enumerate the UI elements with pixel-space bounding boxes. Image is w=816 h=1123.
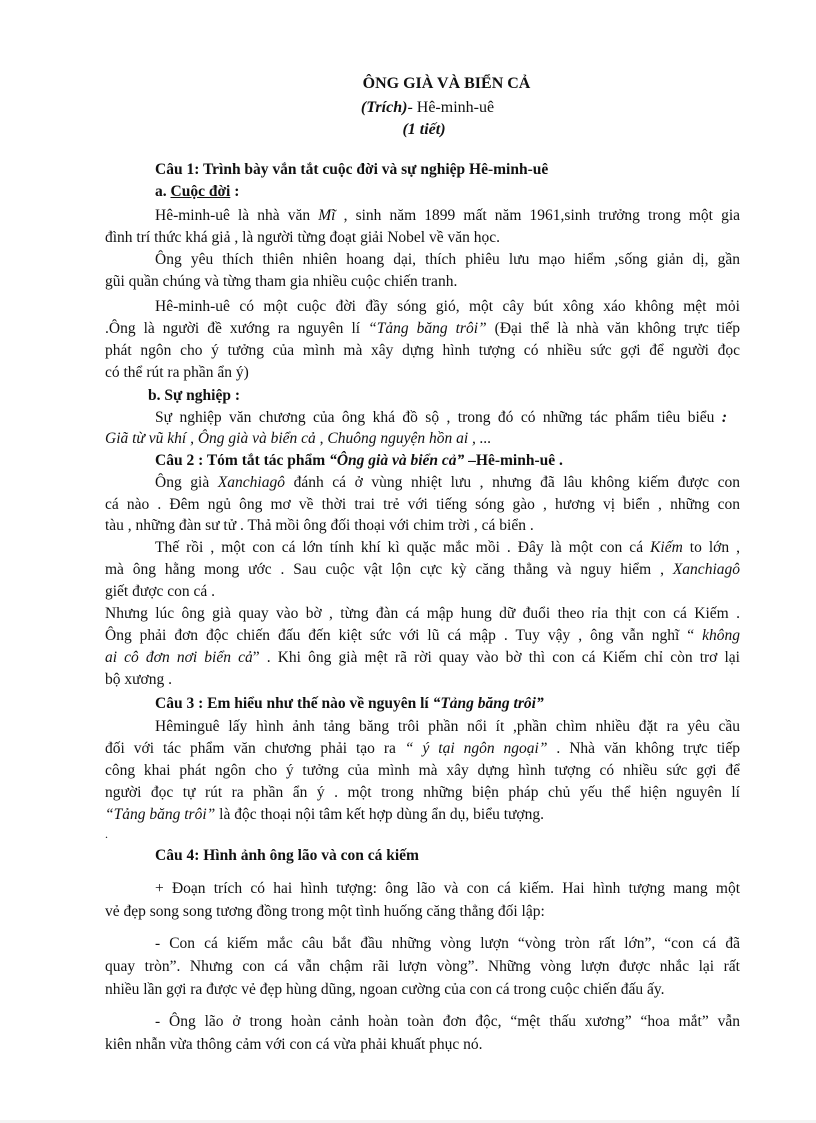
q2-p1-line3: tàu , những đàn sư tử . Thả mồi ông đối thoại với chim trời , cá biển .	[105, 517, 534, 534]
text-run: Câu 3 : Em hiểu như thế nào về nguyên lí	[155, 695, 433, 712]
q1-p2-line2: gũi quần chúng và từng tham gia nhiều cuộc chiến tranh.	[105, 273, 458, 290]
document-title: ÔNG GIÀ VÀ BIỂN CẢ	[362, 75, 531, 92]
text-run-italic: Kiếm	[650, 539, 683, 556]
text-run-italic: không	[702, 627, 740, 644]
text-run-italic: “Ông già và biển cả”	[329, 452, 465, 469]
section-a-prefix: a.	[155, 183, 167, 200]
subtitle-author: - Hê-minh-uê	[407, 99, 495, 116]
text-run-italic: “ ý tại ngôn ngoại”	[404, 740, 548, 757]
text-run: Sự nghiệp văn chương của ông khá đồ sộ , trong đó có những tác phẩm tiêu biểu	[155, 409, 722, 426]
text-run: Thế rồi , một con cá lớn tính khí kì quặc mắc mồi . Đây là một con cá	[155, 539, 651, 556]
text-run: to lớn ,	[682, 539, 740, 556]
q1-p1-line1	[155, 206, 740, 226]
question-2-heading	[155, 451, 563, 471]
text-run-italic: “Tảng băng trôi”	[105, 806, 216, 823]
q3-p1-line4: người đọc tự rút ra phần ẩn ý . một trong những biện pháp chủ yếu thể hiện nguyên lí	[105, 784, 740, 801]
text-run: .Ông là người đề xướng ra nguyên lí	[105, 320, 369, 337]
question-3-heading	[155, 694, 544, 714]
q2-p2-line2	[105, 560, 740, 580]
lesson-duration: (1 tiết)	[402, 121, 446, 138]
q3-p1-line1: Hêminguê lấy hình ảnh tảng băng trôi phần nổi ít ,phần chìm nhiều đặt ra yêu cầu	[155, 718, 740, 735]
section-b-heading: b. Sự nghiệp :	[148, 387, 241, 404]
q1-p4-line2: Giã từ vũ khí , Ông già và biển cả , Chuông nguyện hồn ai , ...	[105, 430, 492, 447]
q4-p3-line2: kiên nhẫn vừa thông cảm với con cá vừa phải khuất phục nó.	[105, 1036, 483, 1053]
text-run: Hê-minh-uê là nhà văn	[155, 207, 319, 224]
text-run-italic: “Tảng băng trôi”	[432, 695, 544, 712]
section-a-label: Cuộc đời	[170, 183, 231, 200]
text-run: ” . Khi ông già mệt rã rời quay vào bờ thì con cá Kiếm chỉ còn trơ lại	[252, 649, 740, 666]
text-run: , sinh năm 1899 mất năm 1961,sinh trưởng trong một gia	[335, 207, 741, 224]
text-run: . Nhà văn không trực tiếp	[547, 740, 740, 757]
q1-p3-line2	[105, 319, 740, 339]
text-run: (Đại thể là nhà văn không trực tiếp	[486, 320, 740, 337]
q4-p3-line1: - Ông lão ở trong hoàn cảnh hoàn toàn đơn độc, “mệt thấu xương” “hoa mắt” vẫn	[155, 1013, 740, 1030]
text-run-bold: :	[721, 409, 727, 426]
document-subtitle	[0, 98, 816, 118]
q2-p1-line1	[155, 473, 740, 493]
q1-p3-line1: Hê-minh-uê có một cuộc đời đầy sóng gió, một cây bút xông xáo không mệt mỏi	[155, 298, 740, 315]
question-1-heading: Câu 1: Trình bày vắn tắt cuộc đời và sự nghiệp Hê-minh-uê	[155, 161, 549, 178]
q2-p3-line3	[105, 648, 740, 668]
text-run: Câu 2 : Tóm tắt tác phẩm	[155, 452, 330, 469]
text-run: Ông già	[155, 474, 218, 491]
text-run-italic: Mĩ	[318, 207, 336, 224]
text-run-italic: Xanchiagô	[217, 474, 285, 491]
text-run: đánh cá ở vùng nhiệt lưu , nhưng đã lâu không kiếm được con	[284, 474, 740, 491]
text-run: –Hê-minh-uê .	[464, 452, 563, 469]
subtitle-trich: (Trích)	[360, 99, 408, 116]
q4-p2-line1: - Con cá kiếm mắc câu bắt đầu những vòng lượn “vòng tròn rất lớn”, “con cá đã	[155, 935, 740, 952]
q2-p3-line1: Nhưng lúc ông già quay vào bờ , từng đàn cá mập hung dữ đuổi theo rỉa thịt con cá Kiếm .	[105, 605, 740, 622]
text-run: Ông phải đơn độc chiến đấu đến kiệt sức với lũ cá mập . Tuy vậy , ông vẫn nghĩ “	[105, 627, 703, 644]
q2-p2-line1	[155, 538, 740, 558]
text-run-italic: Xanchiagô	[672, 561, 740, 578]
text-run: đối với tác phẩm văn chương phải tạo ra	[105, 740, 405, 757]
q4-p2-line2: quay tròn”. Nhưng con cá vẫn chậm rãi lượn vòng”. Những vòng lượn được nhắc lại rất	[105, 958, 740, 975]
stray-mark: .	[105, 827, 108, 841]
text-run: là độc thoại nội tâm kết hợp dùng ẩn dụ, biểu tượng.	[215, 806, 544, 823]
section-a-colon: :	[234, 183, 240, 200]
text-run-italic: ai cô đơn nơi biển cả	[105, 649, 253, 666]
question-4-heading: Câu 4: Hình ảnh ông lão và con cá kiếm	[155, 847, 419, 864]
q1-p3-line3: phát ngôn cho ý tưởng của mình mà xây dựng hình tượng có nhiều sức gợi để người đọc	[105, 342, 740, 359]
section-a-heading	[155, 182, 239, 202]
q2-p3-line4: bộ xương .	[105, 671, 172, 688]
q1-p3-line4: có thể rút ra phần ẩn ý)	[105, 364, 249, 381]
q2-p1-line2: cá nào . Đêm ngủ ông mơ về thời trai trẻ với tiếng sóng gào , hương vị biển , những con	[105, 496, 740, 513]
text-run-italic: “Tảng băng trôi”	[368, 320, 487, 337]
text-run: mà ông hằng mong ước . Sau cuộc vật lộn cực kỳ căng thẳng và nguy hiểm ,	[105, 561, 673, 578]
q2-p2-line3: giết được con cá .	[105, 583, 215, 600]
q4-p2-line3: nhiều lần gợi ra được vẻ đẹp hùng dũng, ngoan cường của con cá trong cuộc chiến đấu ấy.	[105, 981, 665, 998]
q3-p1-line5	[105, 805, 544, 825]
q1-p4-line1	[155, 408, 727, 428]
q4-p1-line2: vẻ đẹp song song tương đồng trong một tình huống căng thẳng đối lập:	[105, 903, 545, 920]
q3-p1-line2	[105, 739, 740, 759]
q3-p1-line3: công khai phát ngôn cho ý tưởng của mình mà xây dựng hình tượng có nhiều sức gợi để	[105, 762, 740, 779]
q2-p3-line2	[105, 626, 740, 646]
q4-p1-line1: + Đoạn trích có hai hình tượng: ông lão và con cá kiếm. Hai hình tượng mang một	[155, 880, 740, 897]
q1-p1-line2: đình trí thức khá giả , là người từng đoạt giải Nobel về văn học.	[105, 229, 500, 246]
q1-p2-line1: Ông yêu thích thiên nhiên hoang dại, thích phiêu lưu mạo hiểm ,sống giản dị, gần	[155, 251, 740, 268]
